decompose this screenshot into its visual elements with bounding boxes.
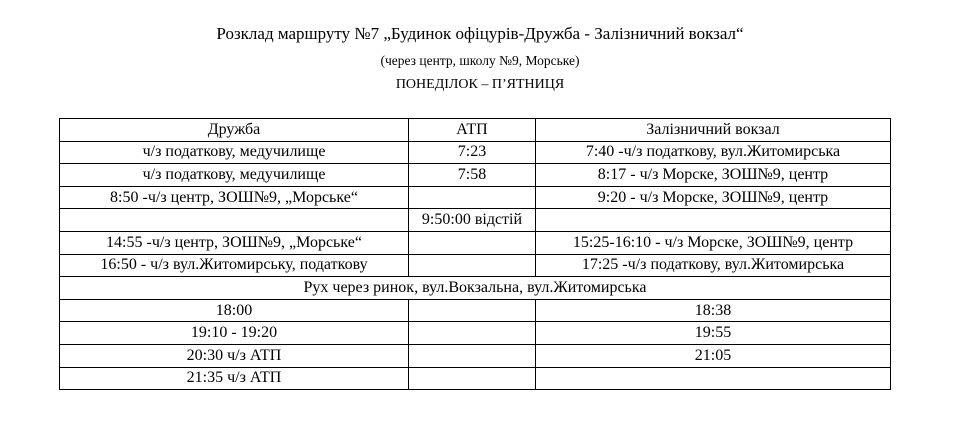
column-header-druzhba: Дружба (60, 119, 409, 142)
table-cell: 8:50 -ч/з центр, ЗОШ№9, „Морське“ (60, 186, 409, 209)
table-cell: 17:25 -ч/з податкову, вул.Житомирська (536, 254, 891, 277)
table-cell (409, 231, 536, 254)
table-row (60, 231, 891, 254)
table-cell (409, 344, 536, 367)
table-cell: 18:00 (60, 299, 409, 322)
table-cell: ч/з податкову, медучилище (60, 141, 409, 164)
column-header-railway-station: Залізничний вокзал (536, 119, 891, 142)
table-header-row (60, 119, 891, 142)
table-cell: 21:05 (536, 344, 891, 367)
table-row (60, 141, 891, 164)
table-row (60, 367, 891, 390)
table-cell: 16:50 - ч/з вул.Житомирську, податкову (60, 254, 409, 277)
table-cell: 7:23 (409, 141, 536, 164)
table-row (60, 209, 891, 232)
page-title: Розклад маршруту №7 „Будинок офіцурів-Дружба - Залізничний вокзал“ (216, 24, 744, 43)
table-cell: 7:40 -ч/з податкову, вул.Житомирська (536, 141, 891, 164)
schedule-days: ПОНЕДІЛОК – П’ЯТНИЦЯ (395, 77, 565, 92)
table-cell: 15:25-16:10 - ч/з Морске, ЗОШ№9, центр (536, 231, 891, 254)
table-cell (536, 209, 891, 232)
table-cell (409, 254, 536, 277)
table-cell: 9:20 - ч/з Морске, ЗОШ№9, центр (536, 186, 891, 209)
column-header-atp: АТП (409, 119, 536, 142)
table-cell (409, 299, 536, 322)
table-cell: 18:38 (536, 299, 891, 322)
schedule-table (59, 118, 891, 390)
table-cell (60, 209, 409, 232)
table-cell (409, 322, 536, 345)
table-cell: 14:55 -ч/з центр, ЗОШ№9, „Морське“ (60, 231, 409, 254)
table-cell: ч/з податкову, медучилище (60, 164, 409, 187)
table-cell: 8:17 - ч/з Морске, ЗОШ№9, центр (536, 164, 891, 187)
table-note-row (60, 277, 891, 300)
table-row (60, 254, 891, 277)
table-row (60, 186, 891, 209)
route-note: Рух через ринок, вул.Вокзальна, вул.Житомирська (60, 277, 891, 300)
table-cell: 7:58 (409, 164, 536, 187)
table-cell: 9:50:00 відстій (409, 209, 536, 232)
table-cell: 19:10 - 19:20 (60, 322, 409, 345)
table-row (60, 299, 891, 322)
table-cell (536, 367, 891, 390)
table-row (60, 322, 891, 345)
route-subtitle: (через центр, школу №9, Морське) (380, 53, 580, 68)
table-cell (409, 186, 536, 209)
table-cell: 20:30 ч/з АТП (60, 344, 409, 367)
table-cell (409, 367, 536, 390)
table-row (60, 344, 891, 367)
table-cell: 21:35 ч/з АТП (60, 367, 409, 390)
table-row (60, 164, 891, 187)
table-cell: 19:55 (536, 322, 891, 345)
